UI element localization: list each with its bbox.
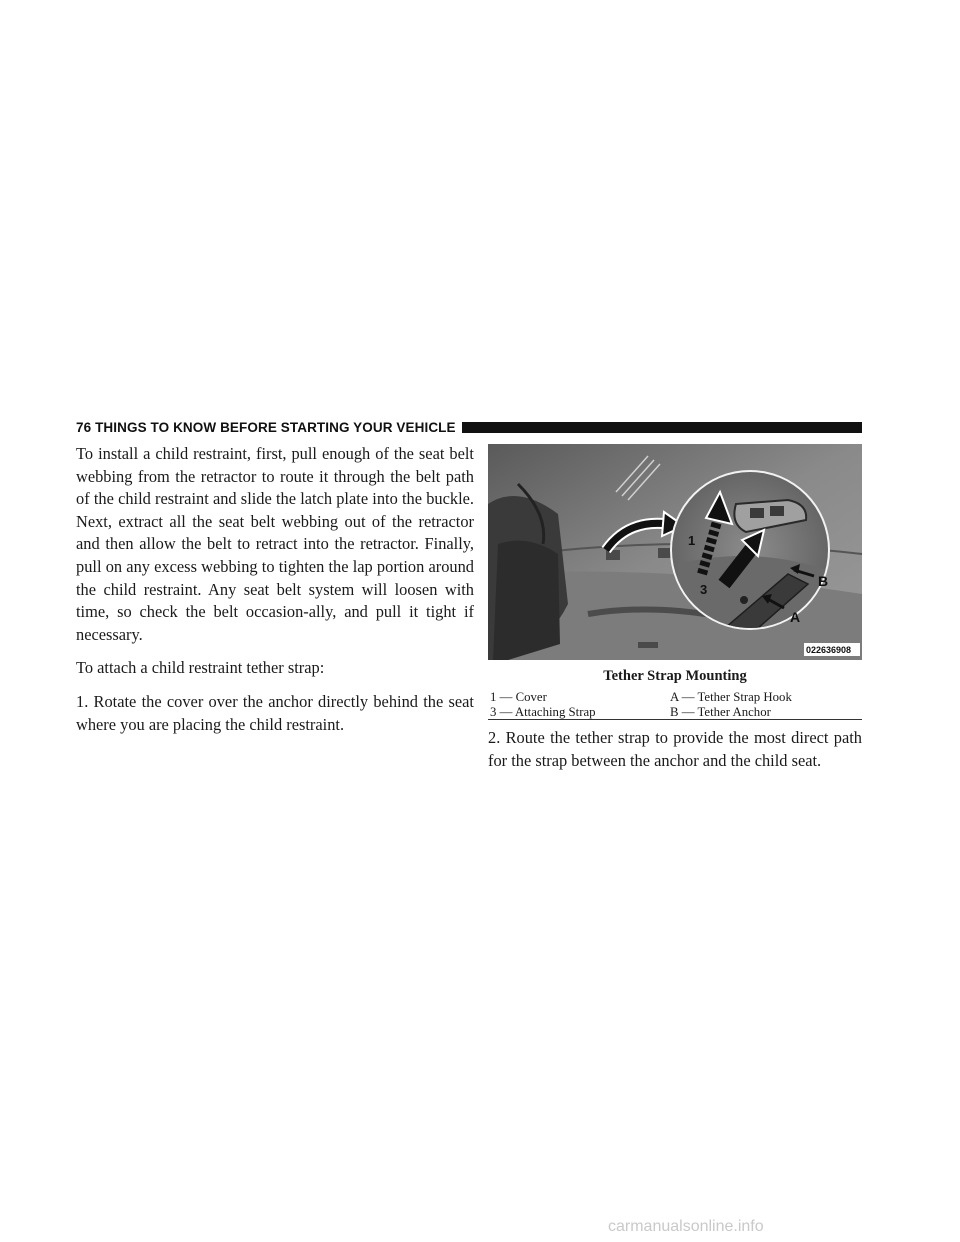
legend-row: [490, 705, 862, 720]
label-a: A: [790, 609, 801, 625]
label-1: 1: [688, 533, 696, 548]
page-header: [76, 417, 862, 437]
paragraph-install: To install a child restraint, first, pull enough of the seat belt webbing from the retractor to route it through the belt path of the child restraint and slide the latch plate into the buckle. Next, extract all the seat belt webbing out of the retractor and then allow the belt to retract into the retractor. Finally, pull on any excess webbing to tighten the lap portion around the child restraint. Any seat belt system will loosen with time, so check the belt occasion-ally, and pull it tight if necessary.: [76, 444, 474, 644]
page-header-text: 76 THINGS TO KNOW BEFORE STARTING YOUR VEHICLE: [76, 419, 456, 435]
legend-item-tether-strap-hook: A — Tether Strap Hook: [670, 690, 792, 704]
label-b: B: [818, 573, 829, 589]
legend-item-tether-anchor: B — Tether Anchor: [670, 704, 771, 719]
legend-item-attaching-strap: 3 — Attaching Strap: [490, 704, 596, 719]
figure-caption: Tether Strap Mounting: [603, 668, 747, 684]
right-column: [488, 727, 862, 783]
figure-code: 022636908: [806, 645, 852, 655]
legend-divider: [488, 719, 862, 720]
watermark-text: carmanualsonline.info: [608, 1218, 764, 1235]
legend-row: [490, 690, 862, 705]
header-rule: [462, 422, 862, 433]
paragraph-step-1: 1. Rotate the cover over the anchor directly behind the seat where you are placing the child restraint.: [76, 691, 474, 734]
legend-item-cover: 1 — Cover: [490, 690, 547, 704]
tether-strap-illustration: [488, 444, 862, 660]
paragraph-attach-intro: To attach a child restraint tether strap:: [76, 658, 325, 678]
paragraph-step-2: 2. Route the tether strap to provide the most direct path for the strap between the anchor and the child seat.: [488, 728, 862, 770]
label-3: 3: [700, 582, 708, 597]
left-column: [76, 443, 474, 747]
figure-legend: [490, 690, 862, 719]
illustration-svg: [488, 444, 862, 660]
